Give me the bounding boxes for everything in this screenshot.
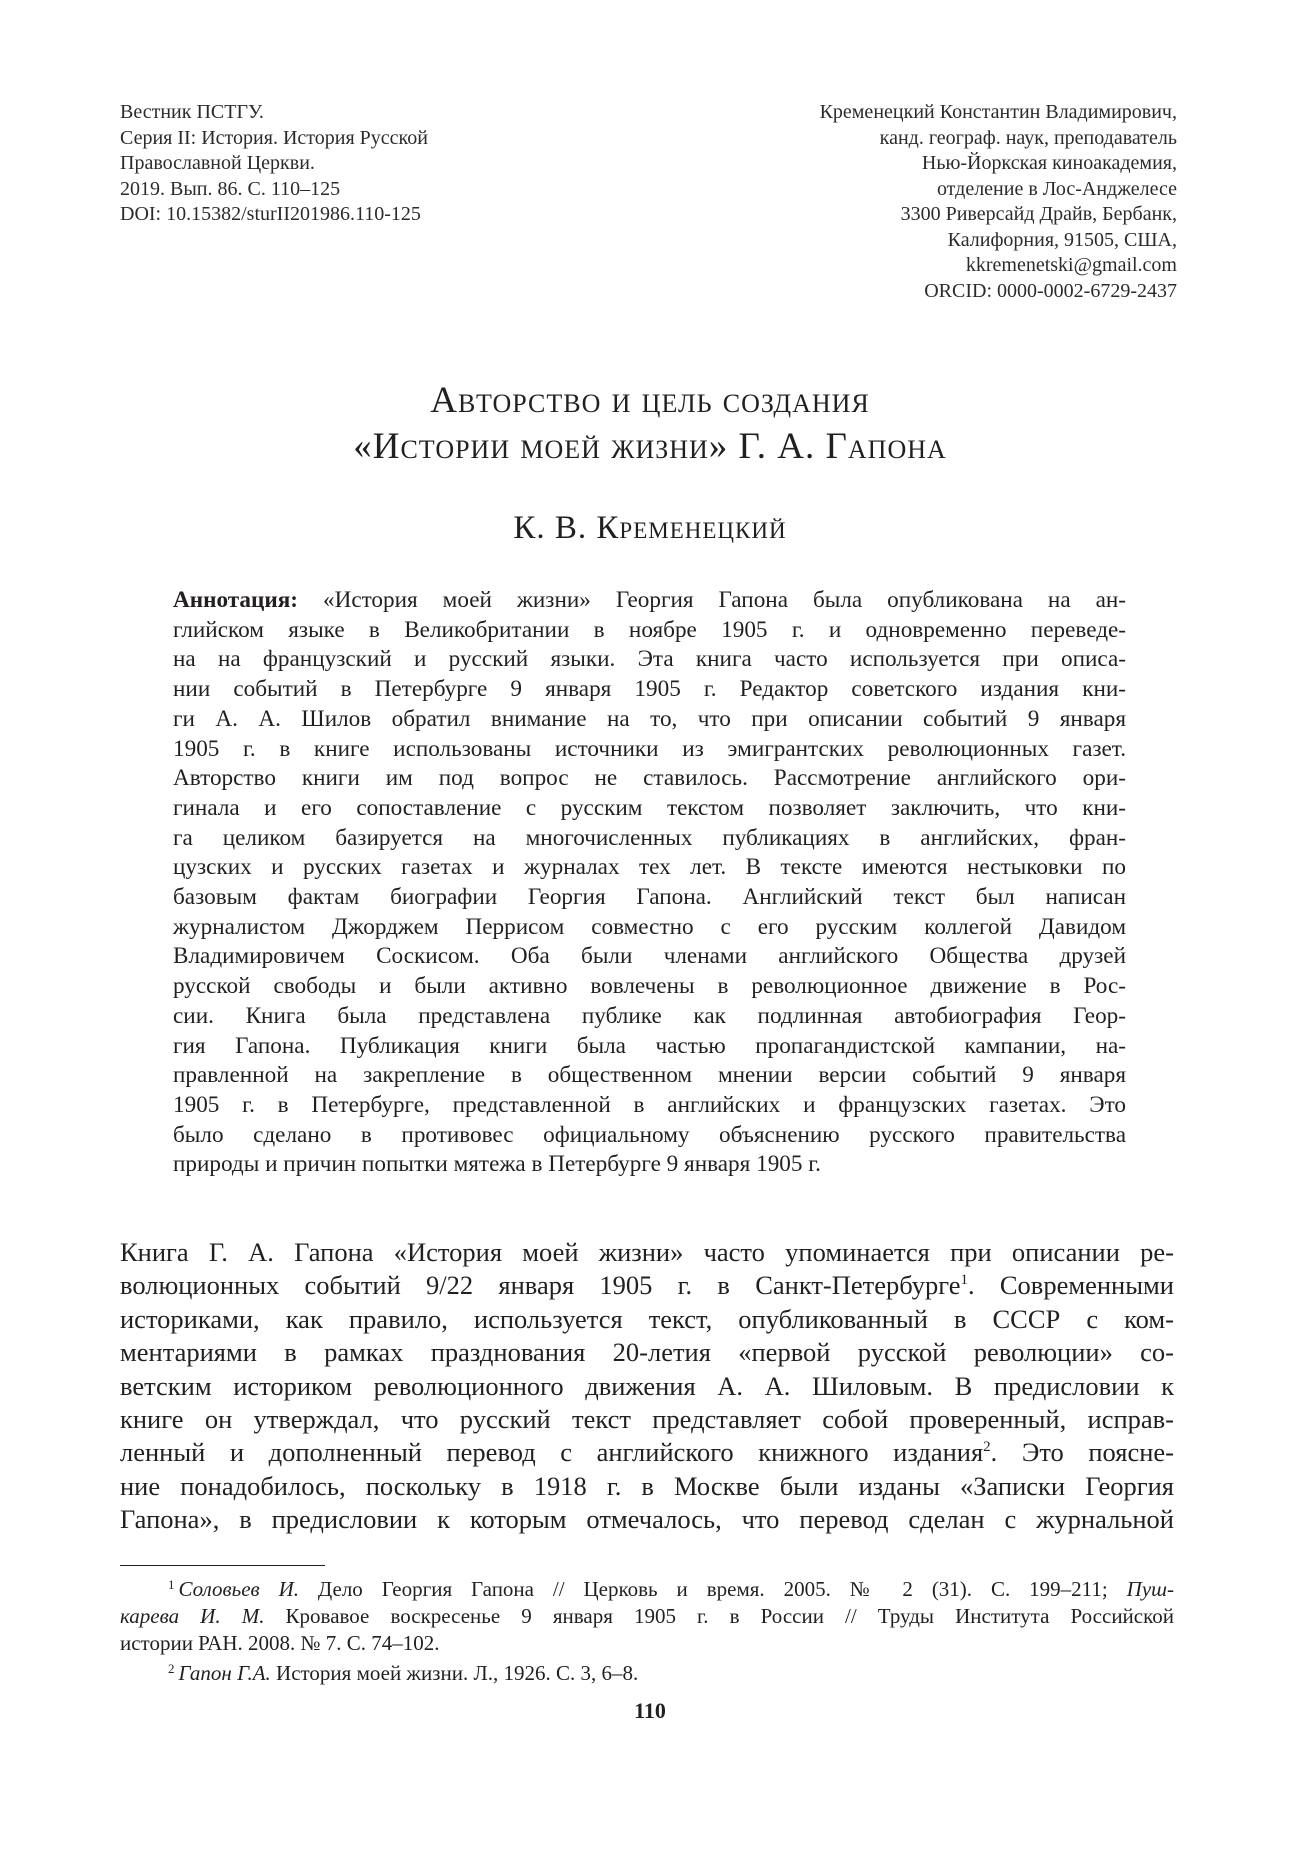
body-line: ментариями в рамках празднования 20-летия «первой русской революции» со- (120, 1337, 1174, 1368)
page-number: 110 (634, 1698, 666, 1723)
author-orcid: ORCID: 0000-0002-6729-2437 (924, 279, 1177, 302)
article-title (0, 378, 1300, 470)
author-address-cont: Калифорния, 91505, США, (947, 228, 1177, 251)
author-full-name: Кременецкий Константин Владимирович, (819, 101, 1177, 123)
footnote-number: 1 (168, 1577, 175, 1592)
footnotes (120, 1572, 1174, 1687)
body-line: волюционных событий 9/22 января 1905 г. в Санкт-Петербурге$^1$. Современными (120, 1270, 1174, 1301)
footnote-2: $^2$ Гапон Г.А. История моей жизни. Л., 1926. С. 3, 6–8. (168, 1661, 639, 1686)
abstract-line: русской свободы и были активно вовлечены в революционное движение в Рос- (173, 973, 1126, 1000)
abstract-line: цузских и русских газетах и журналах тех лет. В тексте имеются нестыковки по (173, 854, 1126, 881)
author-affiliation: Нью-Йоркская киноакадемия, (921, 152, 1177, 174)
author-degree: канд. географ. наук, преподаватель (879, 126, 1177, 149)
abstract-line: ги А. А. Шилов обратил внимание на то, что при описании событий 9 января (173, 705, 1126, 732)
author-email: kkremenetski@gmail.com (965, 254, 1177, 276)
abstract-line: гия Гапона. Публикация книги была частью пропагандистской кампании, на- (173, 1032, 1126, 1059)
abstract-line: сии. Книга была представлена публике как подлинная автобиография Геор- (173, 1002, 1126, 1029)
abstract-line: природы и причин попытки мятежа в Петербурге 9 января 1905 г. (173, 1151, 821, 1178)
footnote-divider (120, 1565, 325, 1566)
abstract-line: правленной на закрепление в общественном мнении версии событий 9 января (173, 1062, 1126, 1089)
footnote-ref[interactable]: 2 (983, 1439, 991, 1456)
abstract-line: глийском языке в Великобритании в ноябре 1905 г. и одновременно переведе- (173, 616, 1126, 643)
footnote-1-cont: истории РАН. 2008. № 7. С. 74–102. (120, 1630, 440, 1655)
article-title-line: «Истории моей жизни» Г. А. Гапона (353, 426, 947, 467)
abstract-line: 1905 г. в книге использованы источники из эмигрантских революционных газет. (173, 735, 1126, 762)
body-text (120, 1236, 1174, 1537)
footnote-ref[interactable]: 1 (960, 1272, 968, 1289)
body-line: ленный и дополненный перевод с английского книжного издания$^2$. Это поясне- (120, 1437, 1174, 1468)
footnote-1-cont: карева И. М. Кровавое воскресенье 9 января 1905 г. в России // Труды Института Российской (120, 1603, 1174, 1628)
abstract (173, 586, 1126, 1180)
journal-name: Вестник ПСТГУ. (120, 101, 264, 123)
abstract-line: на на французский и русский языки. Эта книга часто используется при описа- (173, 646, 1126, 673)
journal-doi: DOI: 10.15382/sturII201986.110-125 (120, 203, 421, 225)
journal-series-cont: Православной Церкви. (120, 152, 315, 174)
abstract-line: Авторство книги им под вопрос не ставилось. Рассмотрение английского ори- (173, 765, 1126, 792)
footnote-number: 2 (168, 1661, 175, 1677)
footnote-1: $^1$ Соловьев И. Дело Георгия Гапона // Церковь и время. 2005. № 2 (31). С. 199–211; Пуш- (168, 1577, 1174, 1601)
abstract-line: Владимировичем Соскисом. Оба были членами английского Общества друзей (173, 943, 1126, 970)
journal-series: Серия II: История. История Русской (120, 126, 428, 149)
body-line: ние понадобилось, поскольку в 1918 г. в Москве были изданы «Записки Георгия (120, 1470, 1174, 1501)
author-info (657, 100, 1177, 304)
abstract-line: га целиком базируется на многочисленных публикациях в английских, фран- (173, 824, 1126, 851)
author-department: отделение в Лос-Анджелесе (936, 177, 1177, 200)
abstract-line: гинала и его сопоставление с русским текстом позволяет заключить, что кни- (173, 794, 1126, 821)
abstract-line: базовым фактам биографии Георгия Гапона. Английский текст был написан (173, 884, 1126, 911)
article-title-line: Авторство и цель создания (430, 380, 870, 421)
body-line: книге он утверждал, что русский текст представляет собой проверенный, исправ- (120, 1404, 1174, 1435)
body-line: ветским историком революционного движения А. А. Шиловым. В предисловии к (120, 1370, 1174, 1401)
body-line: историками, как правило, используется текст, опубликованный в СССР с ком- (120, 1303, 1174, 1334)
journal-header (120, 100, 540, 228)
abstract-line: Аннотация: «История моей жизни» Георгия Гапона была опубликована на ан- (173, 587, 1126, 613)
body-line: Гапона», в предисловии к которым отмечалось, что перевод сделан с журнальной (120, 1504, 1174, 1535)
abstract-line: нии событий в Петербурге 9 января 1905 г. Редактор советского издания кни- (173, 676, 1126, 703)
body-line: Книга Г. А. Гапона «История моей жизни» часто упоминается при описании ре- (120, 1237, 1174, 1267)
abstract-line: было сделано в противовес официальному объяснению русского правительства (173, 1121, 1126, 1148)
abstract-line: журналистом Джорджем Перрисом совместно с его русским коллегой Давидом (173, 913, 1126, 940)
abstract-line: 1905 г. в Петербурге, представленной в английских и французских газетах. Это (173, 1091, 1126, 1118)
journal-issue: 2019. Вып. 86. С. 110–125 (120, 177, 341, 200)
author-address: 3300 Риверсайд Драйв, Бербанк, (900, 203, 1177, 225)
article-author: К. В. Кременецкий (513, 510, 787, 546)
abstract-label: Аннотация: (173, 587, 299, 613)
